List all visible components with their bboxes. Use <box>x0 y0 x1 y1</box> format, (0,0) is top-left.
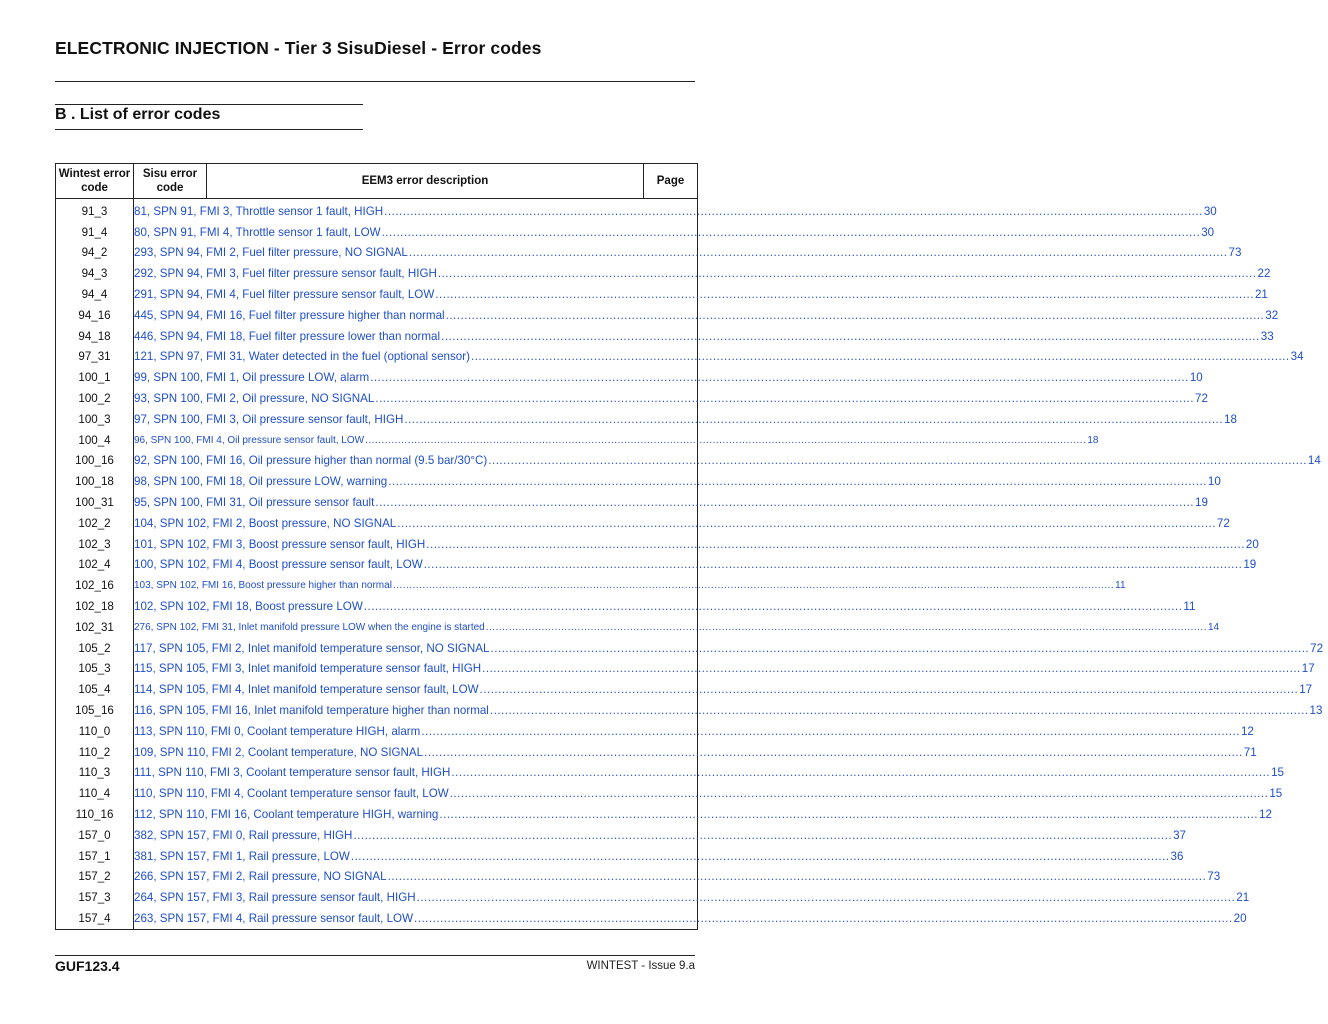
page-number: 18 <box>1087 434 1099 446</box>
error-description-link[interactable] <box>134 492 1208 513</box>
table-body <box>56 199 1324 930</box>
wintest-code-cell: 102_31 <box>56 617 134 638</box>
dot-leader: ............................................................................................................................................................................................................................ <box>489 704 1309 718</box>
dot-leader: ............................................................................................................................................................................................................................ <box>449 787 1269 801</box>
wintest-code-cell: 102_3 <box>56 534 134 555</box>
dot-leader: ............................................................................................................................................................................................................................ <box>388 475 1207 489</box>
dot-leader: ............................................................................................................................................................................................................................ <box>363 600 1183 614</box>
error-description-text: 109, SPN 110, FMI 2, Coolant temperature, NO SIGNAL <box>134 745 424 759</box>
error-description-link[interactable] <box>134 451 1321 472</box>
table-row <box>56 763 698 784</box>
error-description-text: 112, SPN 110, FMI 16, Coolant temperature HIGH, warning <box>134 808 439 821</box>
page-number: 30 <box>1201 225 1215 239</box>
error-description-text: 291, SPN 94, FMI 4, Fuel filter pressure sensor fault, LOW <box>134 288 435 302</box>
error-description-text: 80, SPN 91, FMI 4, Throttle sensor 1 fault, LOW <box>134 225 381 239</box>
table-row <box>56 596 698 617</box>
dot-leader: ............................................................................................................................................................................................................................ <box>392 580 1115 592</box>
column-header-eem3: EEM3 error description <box>361 175 489 187</box>
error-description-text: 382, SPN 157, FMI 0, Rail pressure, HIGH <box>134 828 353 842</box>
page-number: 18 <box>1224 412 1237 426</box>
wintest-code-cell: 110_2 <box>56 742 134 763</box>
dot-leader: ............................................................................................................................................................................................................................ <box>423 558 1243 572</box>
page-number: 34 <box>1290 350 1304 364</box>
dot-leader: ............................................................................................................................................................................................................................ <box>416 891 1236 905</box>
page-number: 13 <box>1309 704 1323 718</box>
table-row <box>56 513 698 534</box>
page-number: 15 <box>1269 787 1283 801</box>
error-description-text: 292, SPN 94, FMI 3, Fuel filter pressure sensor fault, HIGH <box>134 267 437 281</box>
wintest-code-cell: 102_16 <box>56 575 134 596</box>
dot-leader: ............................................................................................................................................................................................................................ <box>437 267 1257 281</box>
dot-leader: ............................................................................................................................................................................................................................ <box>350 849 1170 863</box>
error-description-text: 446, SPN 94, FMI 18, Fuel filter pressure lower than normal <box>134 329 441 343</box>
wintest-code-cell: 91_3 <box>56 199 134 222</box>
wintest-code-cell: 105_3 <box>56 659 134 680</box>
error-description-text: 113, SPN 110, FMI 0, Coolant temperature HIGH, alarm <box>134 724 421 738</box>
error-description-text: 95, SPN 100, FMI 31, Oil pressure sensor fault <box>134 496 375 510</box>
error-description-text: 263, SPN 157, FMI 4, Rail pressure sensor fault, LOW <box>134 911 414 925</box>
page-number: 71 <box>1243 745 1257 759</box>
error-description-link[interactable] <box>134 409 1237 430</box>
table-row <box>56 700 698 721</box>
error-description-text: 81, SPN 91, FMI 3, Throttle sensor 1 fault, HIGH <box>134 204 384 218</box>
error-description-link[interactable] <box>134 263 1271 284</box>
error-description-link[interactable] <box>134 199 1217 222</box>
column-header-description <box>134 164 644 199</box>
dot-leader: ............................................................................................................................................................................................................................ <box>451 766 1271 780</box>
error-description-text: 121, SPN 97, FMI 31, Water detected in the fuel (optional sensor) <box>134 350 470 364</box>
error-description-link[interactable] <box>134 367 1203 388</box>
page-number: 17 <box>1299 683 1313 697</box>
error-description-link[interactable] <box>134 659 1315 680</box>
wintest-code-cell: 91_4 <box>56 222 134 243</box>
table-header-row <box>56 164 698 199</box>
error-description-link[interactable] <box>134 679 1313 700</box>
error-description-link[interactable] <box>134 700 1323 721</box>
dot-leader: ............................................................................................................................................................................................................................ <box>424 745 1243 759</box>
table-row <box>56 721 698 742</box>
table-row <box>56 825 698 846</box>
table-row <box>56 199 698 222</box>
table-row <box>56 783 698 804</box>
page-number: 33 <box>1260 329 1274 343</box>
table-row <box>56 555 698 576</box>
dot-leader: ............................................................................................................................................................................................................................ <box>370 371 1189 385</box>
wintest-code-cell: 157_3 <box>56 887 134 908</box>
wintest-code-cell: 110_4 <box>56 783 134 804</box>
page-number: 36 <box>1170 849 1184 863</box>
wintest-code-cell: 110_16 <box>56 804 134 825</box>
dot-leader: ............................................................................................................................................................................................................................ <box>404 412 1223 426</box>
error-description-text: 264, SPN 157, FMI 3, Rail pressure sensor fault, HIGH <box>134 891 416 905</box>
table-row <box>56 347 698 368</box>
table-row <box>56 908 698 929</box>
dot-leader: ............................................................................................................................................................................................................................ <box>439 808 1259 821</box>
section-heading-box <box>55 104 363 130</box>
dot-leader: ............................................................................................................................................................................................................................ <box>470 350 1290 364</box>
error-description-link[interactable] <box>134 513 1230 534</box>
dot-leader: ............................................................................................................................................................................................................................ <box>387 870 1207 884</box>
table-row <box>56 679 698 700</box>
table-row <box>56 284 698 305</box>
page-number: 10 <box>1189 371 1203 385</box>
wintest-code-cell: 105_2 <box>56 638 134 659</box>
error-description-link[interactable] <box>134 243 1242 264</box>
dot-leader: ............................................................................................................................................................................................................................ <box>384 204 1203 218</box>
page-number: 21 <box>1236 891 1250 905</box>
table-row <box>56 451 698 472</box>
wintest-code-cell: 157_4 <box>56 908 134 929</box>
wintest-code-cell: 157_0 <box>56 825 134 846</box>
page-number: 17 <box>1301 662 1315 676</box>
table-row <box>56 367 698 388</box>
table-row <box>56 804 698 825</box>
wintest-code-cell: 94_4 <box>56 284 134 305</box>
header-rule <box>55 81 695 82</box>
page-number: 72 <box>1310 641 1324 655</box>
column-header-page: Page <box>644 164 698 199</box>
error-description-text: 101, SPN 102, FMI 3, Boost pressure sensor fault, HIGH <box>134 537 426 551</box>
error-description-text: 110, SPN 110, FMI 4, Coolant temperature sensor fault, LOW <box>134 787 449 801</box>
page-number: 11 <box>1115 580 1126 592</box>
error-description-link[interactable] <box>134 430 1099 451</box>
error-description-text: 266, SPN 157, FMI 2, Rail pressure, NO SIGNAL <box>134 870 387 884</box>
error-description-text: 276, SPN 102, FMI 31, Inlet manifold pressure LOW when the engine is started <box>134 621 485 633</box>
page-number: 14 <box>1207 621 1220 633</box>
column-header-sisu: Sisu error code <box>134 164 207 198</box>
dot-leader: ............................................................................................................................................................................................................................ <box>365 434 1087 446</box>
error-description-text: 98, SPN 100, FMI 18, Oil pressure LOW, warning <box>134 475 388 489</box>
dot-leader: ............................................................................................................................................................................................................................ <box>375 496 1195 510</box>
document-reference: GUF123.4 <box>55 958 120 974</box>
table-row <box>56 846 698 867</box>
wintest-code-cell: 94_2 <box>56 243 134 264</box>
table-row <box>56 638 698 659</box>
dot-leader: ............................................................................................................................................................................................................................ <box>488 454 1307 468</box>
error-description-text: 381, SPN 157, FMI 1, Rail pressure, LOW <box>134 849 350 863</box>
page-number: 11 <box>1183 600 1196 614</box>
error-description-text: 96, SPN 100, FMI 4, Oil pressure sensor fault, LOW <box>134 434 365 446</box>
dot-leader: ............................................................................................................................................................................................................................ <box>414 911 1233 925</box>
error-description-link[interactable] <box>134 783 1283 804</box>
wintest-code-cell: 102_4 <box>56 555 134 576</box>
error-description-text: 115, SPN 105, FMI 3, Inlet manifold temperature sensor fault, HIGH <box>134 662 482 676</box>
error-description-link[interactable] <box>134 596 1196 617</box>
wintest-code-cell: 102_2 <box>56 513 134 534</box>
footer-rule <box>55 955 695 956</box>
error-description-text: 102, SPN 102, FMI 18, Boost pressure LOW <box>134 600 363 614</box>
error-code-table <box>55 163 1324 930</box>
error-description-text: 111, SPN 110, FMI 3, Coolant temperature sensor fault, HIGH <box>134 766 451 780</box>
error-description-link[interactable] <box>134 887 1250 908</box>
dot-leader: ............................................................................................................................................................................................................................ <box>482 662 1301 676</box>
table-row <box>56 617 698 638</box>
table-row <box>56 492 698 513</box>
table-row <box>56 388 698 409</box>
page-number: 73 <box>1228 246 1242 260</box>
error-description-link[interactable] <box>134 638 1324 659</box>
error-description-text: 117, SPN 105, FMI 2, Inlet manifold temperature sensor, NO SIGNAL <box>134 641 490 655</box>
wintest-code-cell: 105_4 <box>56 679 134 700</box>
wintest-code-cell: 94_18 <box>56 326 134 347</box>
error-description-link[interactable] <box>134 617 1220 638</box>
wintest-code-cell: 97_31 <box>56 347 134 368</box>
error-description-link[interactable] <box>134 326 1274 347</box>
dot-leader: ............................................................................................................................................................................................................................ <box>426 537 1245 551</box>
dot-leader: ............................................................................................................................................................................................................................ <box>353 828 1173 842</box>
table-row <box>56 887 698 908</box>
error-description-text: 92, SPN 100, FMI 16, Oil pressure higher than normal (9.5 bar/30°C) <box>134 454 488 468</box>
document-title: ELECTRONIC INJECTION - Tier 3 SisuDiesel - Error codes <box>55 38 542 58</box>
table-row <box>56 659 698 680</box>
page-number: 20 <box>1233 911 1247 925</box>
dot-leader: ............................................................................................................................................................................................................................ <box>421 724 1240 738</box>
error-description-link[interactable] <box>134 305 1279 326</box>
error-description-link[interactable] <box>134 347 1304 368</box>
wintest-code-cell: 100_31 <box>56 492 134 513</box>
error-description-link[interactable] <box>134 534 1259 555</box>
page-number: 72 <box>1195 392 1208 406</box>
page-number: 12 <box>1240 724 1254 738</box>
dot-leader: ............................................................................................................................................................................................................................ <box>490 641 1310 655</box>
error-description-text: 99, SPN 100, FMI 1, Oil pressure LOW, alarm <box>134 371 370 385</box>
table-row <box>56 409 698 430</box>
page-number: 19 <box>1195 496 1208 510</box>
error-description-link[interactable] <box>134 388 1208 409</box>
error-description-link[interactable] <box>134 222 1215 243</box>
error-description-text: 114, SPN 105, FMI 4, Inlet manifold temperature sensor fault, LOW <box>134 683 479 697</box>
error-description-link[interactable] <box>134 825 1186 846</box>
error-description-link[interactable] <box>134 555 1257 576</box>
wintest-code-cell: 100_4 <box>56 430 134 451</box>
page-number: 14 <box>1307 454 1321 468</box>
wintest-code-cell: 105_16 <box>56 700 134 721</box>
error-description-text: 104, SPN 102, FMI 2, Boost pressure, NO SIGNAL <box>134 516 397 530</box>
wintest-code-cell: 102_18 <box>56 596 134 617</box>
error-description-link[interactable] <box>134 804 1272 825</box>
table-row <box>56 222 698 243</box>
page-number: 19 <box>1243 558 1257 572</box>
page-number: 37 <box>1173 828 1186 842</box>
wintest-code-cell: 110_0 <box>56 721 134 742</box>
wintest-code-cell: 100_16 <box>56 451 134 472</box>
dot-leader: ............................................................................................................................................................................................................................ <box>445 308 1265 322</box>
wintest-code-cell: 100_18 <box>56 471 134 492</box>
table-row <box>56 471 698 492</box>
wintest-code-cell: 100_1 <box>56 367 134 388</box>
issue-label: WINTEST - Issue 9.a <box>586 960 695 972</box>
wintest-code-cell: 110_3 <box>56 763 134 784</box>
error-description-text: 103, SPN 102, FMI 16, Boost pressure higher than normal <box>134 580 392 592</box>
error-description-link[interactable] <box>134 763 1284 784</box>
error-description-link[interactable] <box>134 471 1221 492</box>
table-row <box>56 243 698 264</box>
error-description-text: 293, SPN 94, FMI 2, Fuel filter pressure, NO SIGNAL <box>134 246 408 260</box>
page-number: 12 <box>1259 808 1272 821</box>
error-description-link[interactable] <box>134 742 1257 763</box>
page-number: 32 <box>1265 308 1279 322</box>
table-row <box>56 430 698 451</box>
error-description-link[interactable] <box>134 284 1268 305</box>
wintest-code-cell: 94_16 <box>56 305 134 326</box>
error-description-link[interactable] <box>134 575 1126 596</box>
table-row <box>56 326 698 347</box>
page-number: 10 <box>1207 475 1221 489</box>
dot-leader: ............................................................................................................................................................................................................................ <box>381 225 1201 239</box>
error-description-link[interactable] <box>134 867 1221 888</box>
error-description-text: 100, SPN 102, FMI 4, Boost pressure sensor fault, LOW <box>134 558 423 572</box>
error-description-link[interactable] <box>134 908 1247 929</box>
page-number: 72 <box>1216 516 1230 530</box>
page-number: 21 <box>1254 288 1268 302</box>
page-number: 30 <box>1203 204 1217 218</box>
error-description-text: 445, SPN 94, FMI 16, Fuel filter pressure higher than normal <box>134 308 445 322</box>
page-number: 73 <box>1207 870 1221 884</box>
table-row <box>56 867 698 888</box>
dot-leader: ............................................................................................................................................................................................................................ <box>408 246 1228 260</box>
dot-leader: ............................................................................................................................................................................................................................ <box>441 329 1260 343</box>
dot-leader: ............................................................................................................................................................................................................................ <box>479 683 1299 697</box>
wintest-code-cell: 157_1 <box>56 846 134 867</box>
section-title: B . List of error codes <box>55 106 221 123</box>
dot-leader: ............................................................................................................................................................................................................................ <box>375 392 1194 406</box>
dot-leader: ............................................................................................................................................................................................................................ <box>435 288 1254 302</box>
error-description-text: 97, SPN 100, FMI 3, Oil pressure sensor fault, HIGH <box>134 412 404 426</box>
table-row <box>56 263 698 284</box>
dot-leader: ............................................................................................................................................................................................................................ <box>397 516 1216 530</box>
error-description-text: 116, SPN 105, FMI 16, Inlet manifold temperature higher than normal <box>134 704 489 718</box>
page-number: 15 <box>1271 766 1284 780</box>
table-row <box>56 305 698 326</box>
table-row <box>56 575 698 596</box>
page-number: 20 <box>1245 537 1259 551</box>
table-row <box>56 534 698 555</box>
error-description-text: 93, SPN 100, FMI 2, Oil pressure, NO SIGNAL <box>134 392 375 406</box>
column-header-wintest: Wintest error code <box>56 164 134 199</box>
table-row <box>56 742 698 763</box>
wintest-code-cell: 100_2 <box>56 388 134 409</box>
wintest-code-cell: 100_3 <box>56 409 134 430</box>
error-description-link[interactable] <box>134 721 1254 742</box>
error-description-link[interactable] <box>134 846 1184 867</box>
wintest-code-cell: 157_2 <box>56 867 134 888</box>
dot-leader: ............................................................................................................................................................................................................................ <box>485 621 1207 633</box>
page-number: 22 <box>1257 267 1271 281</box>
wintest-code-cell: 94_3 <box>56 263 134 284</box>
